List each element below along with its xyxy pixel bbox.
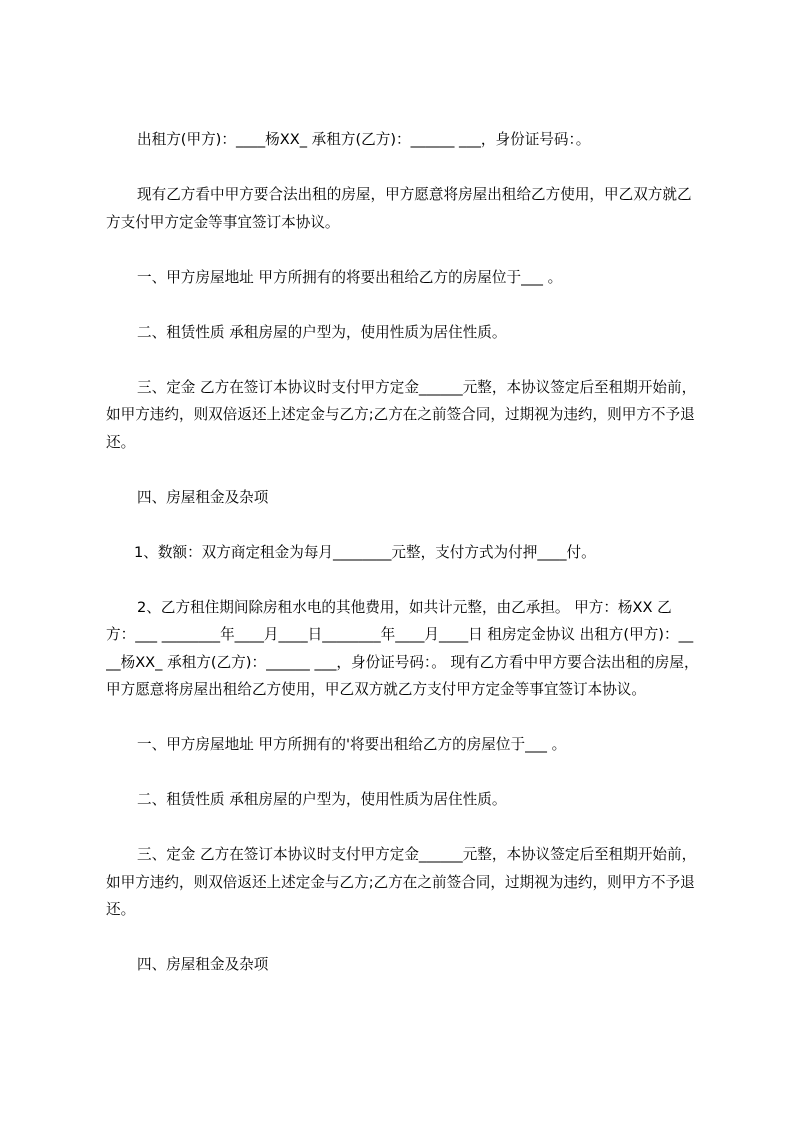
paragraph-section-3-deposit: 三、定金 乙方在签订本协议时支付甲方定金______元整，本协议签定后至租期开始前，如甲方违约，则双倍返还上述定金与乙方;乙方在之前签合同，过期视为违约，则甲方不予退还。: [106, 378, 697, 451]
paragraph-section-2-nature-repeat: 二、租赁性质 承租房屋的户型为，使用性质为居住性质。: [137, 791, 507, 808]
paragraph-section-1-address-repeat: 一、甲方房屋地址 甲方所拥有的'将要出租给乙方的房屋位于___ 。: [137, 736, 567, 753]
paragraph-section-1-address: 一、甲方房屋地址 甲方所拥有的将要出租给乙方的房屋位于___ 。: [137, 268, 563, 286]
paragraph-parties: 出租方(甲方)：____杨XX_ 承租方(乙方)：______ ___，身份证号码：。: [137, 131, 591, 148]
paragraph-rent-amount: 1、数额：双方商定租金为每月________元整，支付方式为付押____付。: [134, 543, 596, 561]
paragraph-section-4-heading: 四、房屋租金及杂项: [137, 488, 269, 506]
paragraph-section-2-nature: 二、租赁性质 承租房屋的户型为，使用性质为居住性质。: [137, 323, 507, 341]
paragraph-section-4-heading-repeat: 四、房屋租金及杂项: [137, 956, 269, 973]
paragraph-other-fees-and-repeat: 2、乙方租住期间除房租水电的其他费用，如共计元整，由乙承担。 甲方：杨XX 乙方：___ ________年____月____日________年____月____日 租房定金协议 出租方(甲方)：____杨XX_ 承租方(乙方)：______ ___，身份证号码：。 现有乙方看中甲方要合法出租的房屋，甲方愿意将房屋出租给乙方使用，甲乙双方就乙方支付甲方定金等事宜签订本协议。: [106, 598, 699, 698]
document-body: [106, 126, 700, 1006]
paragraph-preamble: 现有乙方看中甲方要合法出租的房屋，甲方愿意将房屋出租给乙方使用，甲乙双方就乙方支付甲方定金等事宜签订本协议。: [106, 186, 692, 231]
paragraph-section-3-deposit-repeat: 三、定金 乙方在签订本协议时支付甲方定金______元整，本协议签定后至租期开始前，如甲方违约，则双倍返还上述定金与乙方;乙方在之前签合同，过期视为违约，则甲方不予退还。: [106, 846, 697, 918]
